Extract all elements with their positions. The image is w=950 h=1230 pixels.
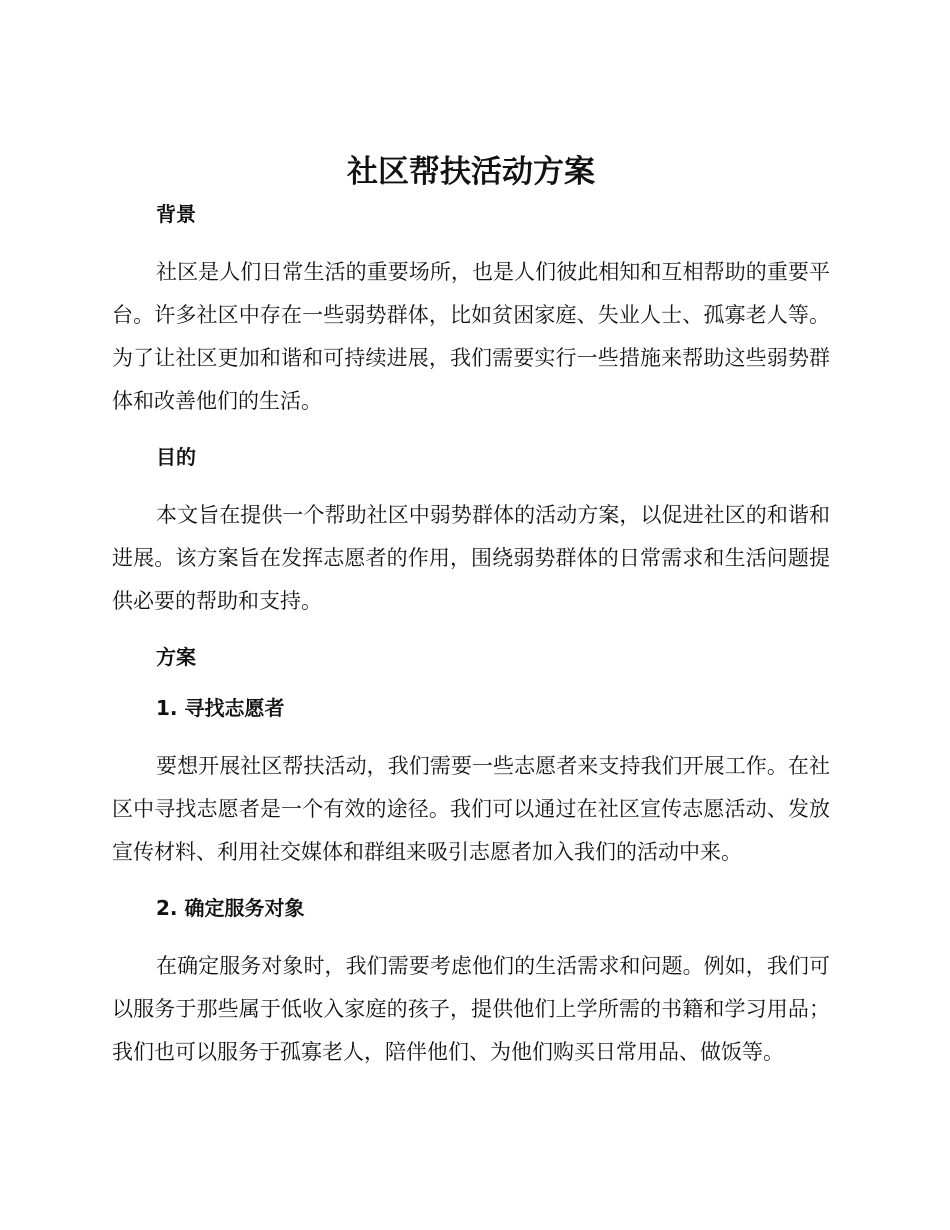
section-heading-background: 背景 <box>156 202 196 226</box>
section-heading-plan: 方案 <box>156 645 196 669</box>
paragraph-purpose: 本文旨在提供一个帮助社区中弱势群体的活动方案，以促进社区的和谐和进展。该方案旨在发挥志愿者的作用，围绕弱势群体的日常需求和生活问题提供必要的帮助和支持。 <box>112 503 830 613</box>
document-title: 社区帮扶活动方案 <box>347 154 595 190</box>
section-heading-purpose: 目的 <box>156 445 196 469</box>
paragraph-background: 社区是人们日常生活的重要场所，也是人们彼此相知和互相帮助的重要平台。许多社区中存在一些弱势群体，比如贫困家庭、失业人士、孤寡老人等。为了让社区更加和谐和可持续进展，我们需要实行一些措施来帮助这些弱势群体和改善他们的生活。 <box>112 260 830 413</box>
subheading-service-targets: 2. 确定服务对象 <box>156 896 305 920</box>
paragraph-find-volunteers: 要想开展社区帮扶活动，我们需要一些志愿者来支持我们开展工作。在社区中寻找志愿者是一个有效的途径。我们可以通过在社区宣传志愿活动、发放宣传材料、利用社交媒体和群组来吸引志愿者加入我们的活动中来。 <box>112 754 830 864</box>
subheading-find-volunteers: 1. 寻找志愿者 <box>156 696 285 720</box>
paragraph-service-targets: 在确定服务对象时，我们需要考虑他们的生活需求和问题。例如，我们可以服务于那些属于低收入家庭的孩子，提供他们上学所需的书籍和学习用品；我们也可以服务于孤寡老人，陪伴他们、为他们购买日常用品、做饭等。 <box>112 954 830 1064</box>
